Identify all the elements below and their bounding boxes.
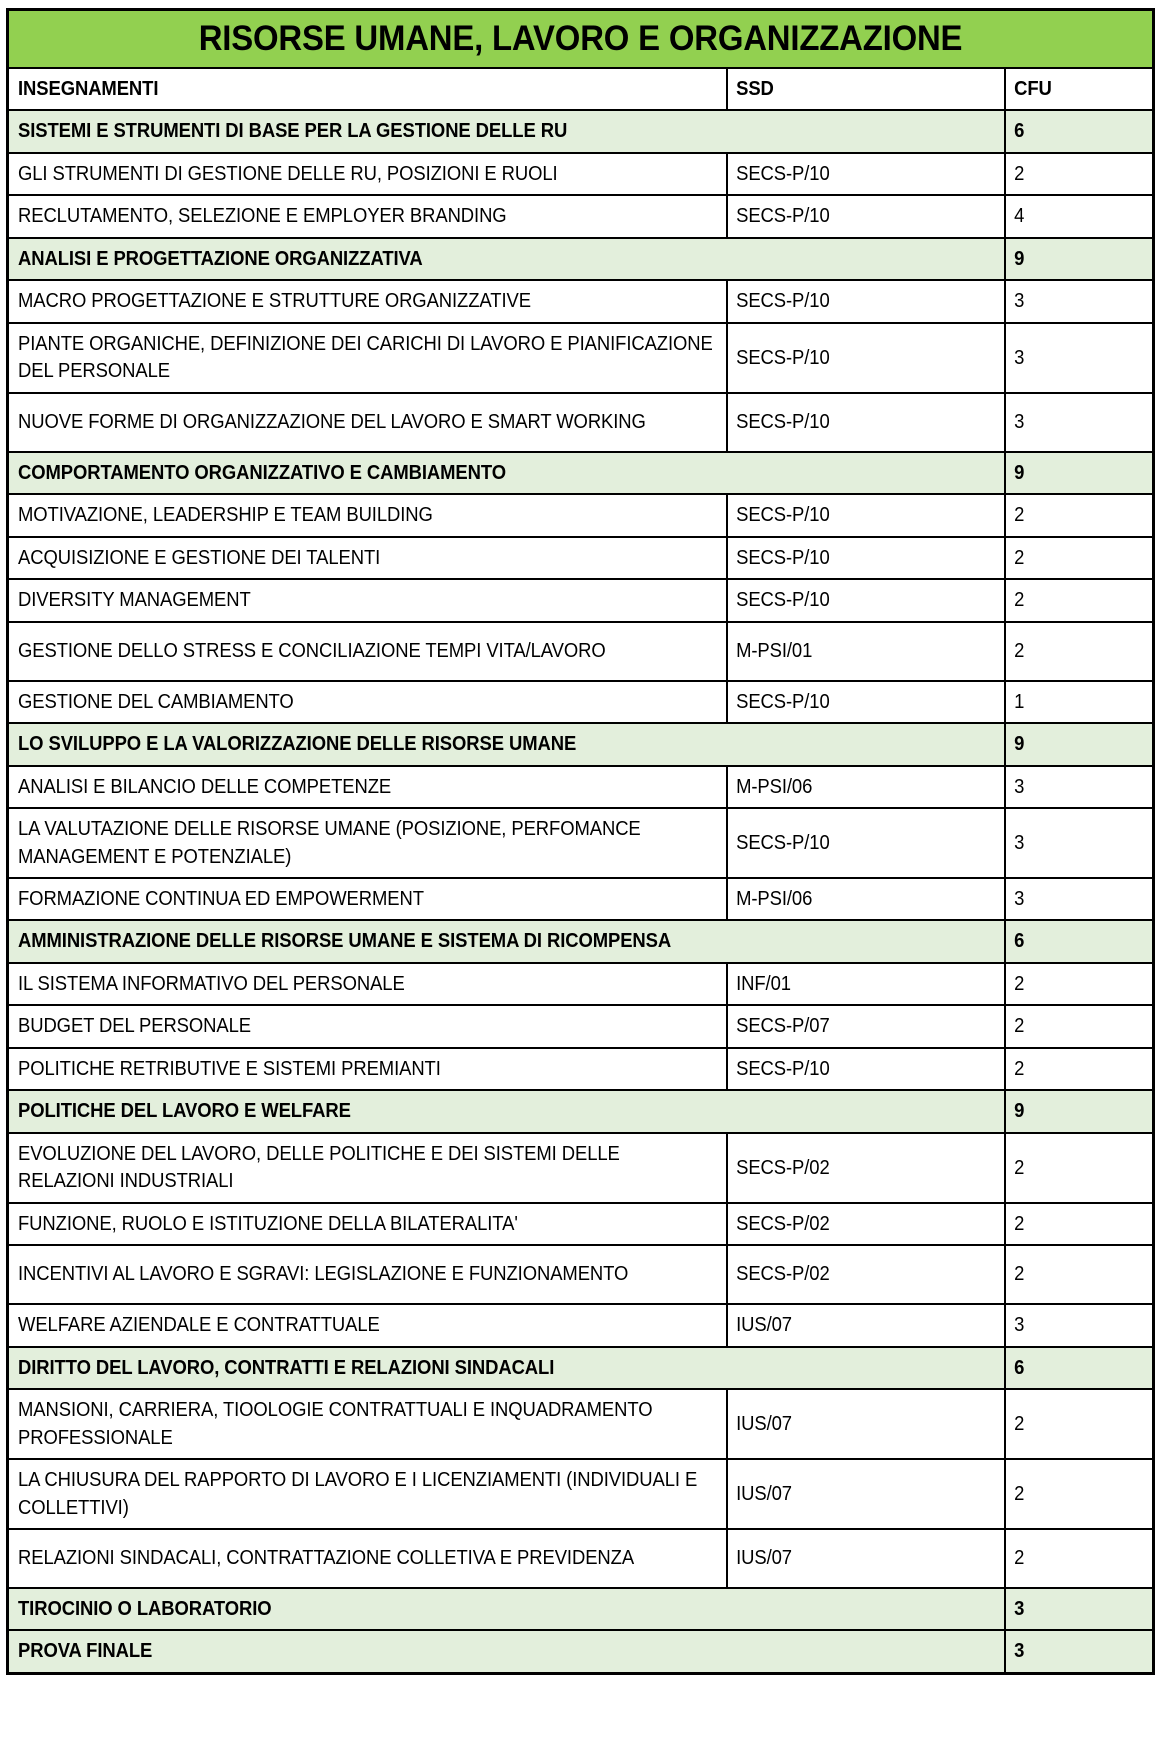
course-name-cell (8, 1459, 727, 1529)
section-cfu-cell (1005, 452, 1154, 494)
table-row (8, 1529, 1154, 1588)
table-row (8, 579, 1154, 621)
course-cfu-value: 2 (1013, 1056, 1024, 1080)
course-name-label: FORMAZIONE CONTINUA ED EMPOWERMENT (18, 886, 424, 910)
section-row (8, 1347, 1154, 1389)
course-ssd-cell (727, 494, 1005, 536)
course-name-label: ANALISI E BILANCIO DELLE COMPETENZE (18, 774, 392, 798)
course-ssd-value: SECS-P/10 (735, 503, 830, 527)
column-header-ssd (727, 68, 1005, 110)
section-title-label: ANALISI E PROGETTAZIONE ORGANIZZATIVA (18, 246, 423, 270)
section-title-label: AMMINISTRAZIONE DELLE RISORSE UMANE E SISTEMA DI RICOMPENSA (18, 929, 672, 953)
course-name-label: MANSIONI, CARRIERA, TIOOLOGIE CONTRATTUALI E INQUADRAMENTO PROFESSIONALE (18, 1398, 653, 1449)
course-name-cell (8, 1245, 727, 1304)
course-cfu-value: 3 (1013, 774, 1024, 798)
column-header-insegnamenti (8, 68, 727, 110)
course-ssd-value: SECS-P/10 (735, 830, 830, 854)
course-name-cell (8, 280, 727, 322)
course-cfu-value: 2 (1013, 588, 1024, 612)
course-ssd-value: SECS-P/07 (735, 1014, 830, 1038)
course-ssd-cell (727, 878, 1005, 920)
course-ssd-cell (727, 537, 1005, 579)
table-row (8, 537, 1154, 579)
course-cfu-value: 3 (1013, 1313, 1024, 1337)
course-cfu-value: 2 (1013, 1014, 1024, 1038)
section-cfu-value: 3 (1013, 1597, 1024, 1620)
section-title-cell (8, 723, 1005, 765)
section-title-cell (8, 452, 1005, 494)
course-cfu-cell (1005, 579, 1154, 621)
course-cfu-cell (1005, 1459, 1154, 1529)
course-ssd-cell (727, 766, 1005, 808)
table-row (8, 766, 1154, 808)
course-ssd-cell (727, 1048, 1005, 1090)
course-name-cell (8, 681, 727, 723)
course-ssd-value: SECS-P/10 (735, 204, 830, 228)
section-row (8, 1090, 1154, 1132)
course-cfu-cell (1005, 1048, 1154, 1090)
course-ssd-value: SECS-P/10 (735, 545, 830, 569)
section-title-label: TIROCINIO O LABORATORIO (18, 1597, 272, 1620)
section-title-cell (8, 238, 1005, 280)
section-title-cell (8, 1630, 1005, 1673)
course-ssd-cell (727, 195, 1005, 237)
section-row (8, 238, 1154, 280)
course-cfu-cell (1005, 681, 1154, 723)
course-name-cell (8, 393, 727, 452)
course-ssd-cell (727, 280, 1005, 322)
course-cfu-cell (1005, 195, 1154, 237)
course-ssd-value: SECS-P/02 (735, 1211, 830, 1235)
section-title-label: LO SVILUPPO E LA VALORIZZAZIONE DELLE RISORSE UMANE (18, 732, 577, 756)
column-header-cfu (1005, 68, 1154, 110)
table-row (8, 1203, 1154, 1245)
course-cfu-cell (1005, 1389, 1154, 1459)
course-cfu-value: 1 (1013, 689, 1024, 713)
course-name-label: BUDGET DEL PERSONALE (18, 1014, 252, 1038)
course-ssd-value: SECS-P/10 (735, 289, 830, 313)
course-name-label: DIVERSITY MANAGEMENT (18, 588, 251, 612)
course-ssd-value: M-PSI/01 (735, 638, 812, 662)
section-title-label: SISTEMI E STRUMENTI DI BASE PER LA GESTIONE DELLE RU (18, 119, 568, 143)
course-ssd-value: SECS-P/02 (735, 1155, 830, 1179)
section-cfu-cell (1005, 723, 1154, 765)
course-name-cell (8, 494, 727, 536)
course-name-label: GESTIONE DELLO STRESS E CONCILIAZIONE TEMPI VITA/LAVORO (18, 638, 606, 662)
course-name-cell (8, 963, 727, 1005)
course-cfu-cell (1005, 1529, 1154, 1588)
section-cfu-cell (1005, 920, 1154, 962)
course-name-cell (8, 808, 727, 878)
course-cfu-cell (1005, 808, 1154, 878)
section-cfu-value: 6 (1013, 119, 1024, 143)
course-name-cell (8, 1389, 727, 1459)
course-name-label: RELAZIONI SINDACALI, CONTRATTAZIONE COLLETIVA E PREVIDENZA (18, 1546, 635, 1570)
table-row (8, 1133, 1154, 1203)
section-cfu-cell (1005, 1630, 1154, 1673)
course-name-label: EVOLUZIONE DEL LAVORO, DELLE POLITICHE E DEI SISTEMI DELLE RELAZIONI INDUSTRIALI (18, 1141, 620, 1193)
course-name-cell (8, 1005, 727, 1047)
table-row (8, 1048, 1154, 1090)
course-ssd-value: INF/01 (735, 971, 791, 995)
course-ssd-cell (727, 1304, 1005, 1346)
course-ssd-value: M-PSI/06 (735, 886, 812, 910)
course-name-cell (8, 1048, 727, 1090)
section-title-label: POLITICHE DEL LAVORO E WELFARE (18, 1099, 351, 1123)
course-name-cell (8, 878, 727, 920)
column-header-insegnamenti-label: INSEGNAMENTI (18, 77, 159, 100)
section-row (8, 1588, 1154, 1630)
course-cfu-cell (1005, 1203, 1154, 1245)
course-name-label: IL SISTEMA INFORMATIVO DEL PERSONALE (18, 971, 405, 995)
course-cfu-value: 2 (1013, 1411, 1024, 1435)
table-title-cell (8, 10, 1154, 69)
section-cfu-cell (1005, 238, 1154, 280)
course-ssd-cell (727, 393, 1005, 452)
section-title-label: COMPORTAMENTO ORGANIZZATIVO E CAMBIAMENTO (18, 460, 506, 484)
table-row (8, 1389, 1154, 1459)
course-ssd-cell (727, 1529, 1005, 1588)
table-row (8, 1459, 1154, 1529)
course-cfu-value: 2 (1013, 971, 1024, 995)
course-cfu-value: 2 (1013, 1262, 1024, 1286)
column-header-ssd-label: SSD (735, 77, 774, 100)
course-ssd-value: IUS/07 (735, 1411, 792, 1435)
section-title-cell (8, 920, 1005, 962)
table-row (8, 494, 1154, 536)
course-cfu-cell (1005, 1133, 1154, 1203)
course-ssd-value: SECS-P/10 (735, 161, 830, 185)
course-cfu-value: 2 (1013, 1155, 1024, 1179)
course-ssd-cell (727, 808, 1005, 878)
curriculum-table (6, 8, 1155, 1675)
course-name-cell (8, 323, 727, 393)
course-cfu-value: 2 (1013, 1546, 1024, 1570)
course-ssd-cell (727, 1203, 1005, 1245)
course-ssd-cell (727, 323, 1005, 393)
column-header-cfu-label: CFU (1013, 77, 1052, 100)
course-name-cell (8, 1529, 727, 1588)
section-title-label: DIRITTO DEL LAVORO, CONTRATTI E RELAZIONI SINDACALI (18, 1355, 555, 1379)
section-title-cell (8, 1347, 1005, 1389)
course-ssd-value: SECS-P/02 (735, 1262, 830, 1286)
course-name-label: ACQUISIZIONE E GESTIONE DEI TALENTI (18, 545, 381, 569)
course-cfu-value: 3 (1013, 345, 1024, 369)
course-cfu-value: 2 (1013, 545, 1024, 569)
course-cfu-cell (1005, 1005, 1154, 1047)
table-row (8, 195, 1154, 237)
course-name-label: LA CHIUSURA DEL RAPPORTO DI LAVORO E I LICENZIAMENTI (INDIVIDUALI E COLLETTIVI) (18, 1468, 698, 1519)
course-name-cell (8, 1133, 727, 1203)
course-name-cell (8, 579, 727, 621)
section-cfu-cell (1005, 1347, 1154, 1389)
course-name-label: WELFARE AZIENDALE E CONTRATTUALE (18, 1313, 380, 1337)
course-name-label: NUOVE FORME DI ORGANIZZAZIONE DEL LAVORO E SMART WORKING (18, 410, 646, 434)
table-row (8, 878, 1154, 920)
section-cfu-value: 9 (1013, 460, 1024, 484)
course-name-cell (8, 195, 727, 237)
course-name-label: GESTIONE DEL CAMBIAMENTO (18, 689, 294, 713)
table-row (8, 1245, 1154, 1304)
table-row (8, 1005, 1154, 1047)
section-title-cell (8, 110, 1005, 152)
course-name-label: MACRO PROGETTAZIONE E STRUTTURE ORGANIZZATIVE (18, 289, 531, 313)
course-ssd-value: M-PSI/06 (735, 774, 812, 798)
course-cfu-cell (1005, 1245, 1154, 1304)
course-cfu-cell (1005, 393, 1154, 452)
course-name-cell (8, 622, 727, 681)
course-cfu-value: 3 (1013, 886, 1024, 910)
section-row (8, 1630, 1154, 1673)
table-header-row (8, 68, 1154, 110)
course-name-label: PIANTE ORGANICHE, DEFINIZIONE DEI CARICHI DI LAVORO E PIANIFICAZIONE DEL PERSONALE (18, 331, 713, 383)
table-row (8, 622, 1154, 681)
table-row (8, 393, 1154, 452)
course-name-cell (8, 1203, 727, 1245)
course-ssd-cell (727, 579, 1005, 621)
course-name-label: LA VALUTAZIONE DELLE RISORSE UMANE (POSIZIONE, PERFOMANCE MANAGEMENT E POTENZIALE) (18, 817, 641, 868)
course-name-label: INCENTIVI AL LAVORO E SGRAVI: LEGISLAZIONE E FUNZIONAMENTO (18, 1262, 629, 1286)
table-row (8, 153, 1154, 195)
course-cfu-value: 2 (1013, 161, 1024, 185)
section-title-label: PROVA FINALE (18, 1639, 153, 1663)
section-row (8, 452, 1154, 494)
course-name-label: MOTIVAZIONE, LEADERSHIP E TEAM BUILDING (18, 503, 433, 527)
course-cfu-cell (1005, 963, 1154, 1005)
course-cfu-cell (1005, 878, 1154, 920)
course-name-cell (8, 766, 727, 808)
course-ssd-value: SECS-P/10 (735, 345, 830, 369)
page-title: RISORSE UMANE, LAVORO E ORGANIZZAZIONE (198, 18, 963, 58)
section-row (8, 110, 1154, 152)
course-name-cell (8, 1304, 727, 1346)
course-ssd-value: IUS/07 (735, 1313, 792, 1337)
section-row (8, 920, 1154, 962)
section-cfu-value: 9 (1013, 732, 1024, 756)
course-ssd-cell (727, 153, 1005, 195)
section-title-cell (8, 1588, 1005, 1630)
section-row (8, 723, 1154, 765)
table-row (8, 963, 1154, 1005)
section-cfu-value: 9 (1013, 1099, 1024, 1123)
course-name-cell (8, 153, 727, 195)
course-cfu-cell (1005, 494, 1154, 536)
course-cfu-cell (1005, 1304, 1154, 1346)
course-ssd-cell (727, 1133, 1005, 1203)
section-cfu-cell (1005, 1588, 1154, 1630)
course-cfu-value: 3 (1013, 410, 1024, 434)
course-cfu-value: 2 (1013, 1481, 1024, 1505)
course-ssd-cell (727, 1459, 1005, 1529)
course-cfu-value: 3 (1013, 289, 1024, 313)
course-ssd-cell (727, 1245, 1005, 1304)
course-ssd-value: SECS-P/10 (735, 1056, 830, 1080)
course-ssd-value: SECS-P/10 (735, 689, 830, 713)
course-cfu-cell (1005, 323, 1154, 393)
section-title-cell (8, 1090, 1005, 1132)
course-cfu-cell (1005, 537, 1154, 579)
course-cfu-cell (1005, 153, 1154, 195)
table-row (8, 280, 1154, 322)
course-ssd-cell (727, 1005, 1005, 1047)
course-ssd-cell (727, 963, 1005, 1005)
section-cfu-cell (1005, 1090, 1154, 1132)
course-ssd-cell (727, 1389, 1005, 1459)
course-cfu-cell (1005, 622, 1154, 681)
table-title-row (8, 10, 1154, 69)
course-cfu-cell (1005, 766, 1154, 808)
section-cfu-value: 6 (1013, 929, 1024, 953)
course-ssd-cell (727, 681, 1005, 723)
course-ssd-value: IUS/07 (735, 1481, 792, 1505)
section-cfu-value: 6 (1013, 1355, 1024, 1379)
course-name-cell (8, 537, 727, 579)
section-cfu-cell (1005, 110, 1154, 152)
table-row (8, 1304, 1154, 1346)
table-row (8, 808, 1154, 878)
course-name-label: FUNZIONE, RUOLO E ISTITUZIONE DELLA BILATERALITA' (18, 1211, 518, 1235)
course-name-label: POLITICHE RETRIBUTIVE E SISTEMI PREMIANTI (18, 1056, 441, 1080)
table-row (8, 681, 1154, 723)
course-name-label: RECLUTAMENTO, SELEZIONE E EMPLOYER BRANDING (18, 204, 507, 228)
course-ssd-value: SECS-P/10 (735, 410, 830, 434)
course-cfu-value: 2 (1013, 638, 1024, 662)
section-cfu-value: 9 (1013, 246, 1024, 270)
course-cfu-value: 2 (1013, 503, 1024, 527)
course-cfu-value: 3 (1013, 830, 1024, 854)
table-row (8, 323, 1154, 393)
course-cfu-value: 2 (1013, 1211, 1024, 1235)
course-ssd-value: IUS/07 (735, 1546, 792, 1570)
course-name-label: GLI STRUMENTI DI GESTIONE DELLE RU, POSIZIONI E RUOLI (18, 161, 558, 185)
course-cfu-value: 4 (1013, 204, 1024, 228)
section-cfu-value: 3 (1013, 1639, 1024, 1663)
course-ssd-cell (727, 622, 1005, 681)
course-ssd-value: SECS-P/10 (735, 588, 830, 612)
course-cfu-cell (1005, 280, 1154, 322)
